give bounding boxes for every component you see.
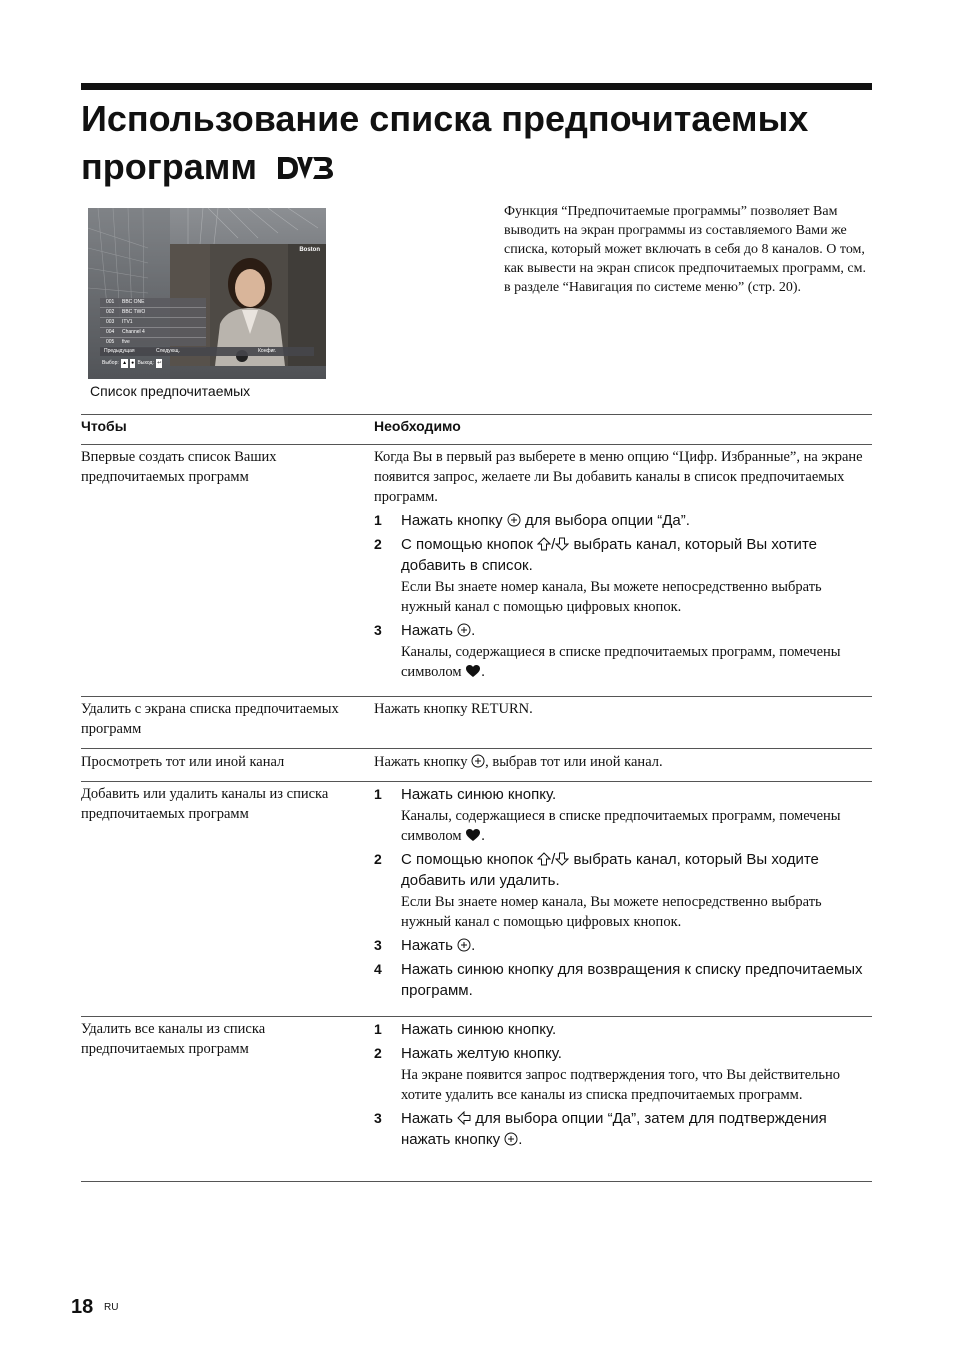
row-5-task: Удалить все каналы из списка предпочитаемых программ <box>81 1021 266 1057</box>
list-item[interactable]: 001 BBC ONE <box>100 298 206 308</box>
step-note: Если Вы знаете номер канала, Вы можете непосредственно выбрать нужный канал с помощью цифровых кнопок. <box>401 894 822 930</box>
left-arrow-icon <box>457 1111 471 1125</box>
row-rule <box>81 781 872 782</box>
prev-key-label: Предыдущая <box>104 348 135 354</box>
row-3-task: Просмотреть тот или иной канал <box>81 754 285 770</box>
return-key-icon: ↩ <box>157 360 162 366</box>
up-arrow-icon <box>537 852 551 866</box>
row-1-intro: Когда Вы в первый раз выберете в меню опцию “Цифр. Избранные”, на экране появится запрос, желаете ли Вы добавить каналы в список предпочитаемых программ. <box>374 449 863 505</box>
heart-icon <box>465 828 481 842</box>
updown-key-icon: ▲ <box>122 360 128 366</box>
table-bottom-rule <box>81 1181 872 1182</box>
title-line-2: программ <box>81 146 257 187</box>
favourites-list <box>100 298 206 346</box>
header-rule <box>81 444 872 445</box>
column-header-task: Чтобы <box>81 418 127 434</box>
screen-illustration <box>88 208 326 379</box>
step: 3 Нажать . <box>374 937 476 954</box>
down-arrow-icon <box>555 537 569 551</box>
dvb-logo-icon <box>275 153 335 183</box>
row-2-task: Удалить с экрана списка предпочитаемых программ <box>81 701 339 737</box>
step: 1 Нажать синюю кнопку. <box>374 1021 557 1038</box>
row-1-action <box>374 447 872 685</box>
step: 2 С помощью кнопок / выбрать канал, который Вы ходите добавить или удалить. <box>374 851 819 889</box>
ok-key-icon: ● <box>131 360 135 366</box>
row-4-action <box>374 784 872 1001</box>
step: 3 Нажать для выбора опции “Да”, затем для подтверждения нажать кнопку . <box>374 1110 827 1148</box>
next-key-label: Следующ. <box>156 348 180 354</box>
page-language: RU <box>104 1302 119 1313</box>
row-rule <box>81 748 872 749</box>
step: 1 Нажать кнопку для выбора опции “Да”. <box>374 512 690 529</box>
ok-button-icon <box>507 513 521 527</box>
title-rule <box>81 83 872 90</box>
colour-key-bar <box>100 347 314 356</box>
row-4-task: Добавить или удалить каналы из списка предпочитаемых программ <box>81 786 329 822</box>
step-note: На экране появится запрос подтверждения того, что Вы действительно хотите удалить все каналы из списка предпочитаемых программ. <box>401 1067 841 1103</box>
step: 3 Нажать . <box>374 622 476 639</box>
intro-paragraph: Функция “Предпочитаемые программы” позволяет Вам выводить на экран программы из составляемого Вами же списка, который может включать в себя до 8 каналов. О том, как вывести на экран список предпочитаемых программ, см. в разделе “Навигация по системе меню” (стр. 20). <box>504 204 867 295</box>
nav-hint: Выбор: ▲ ● Выход: ↩ <box>102 360 162 366</box>
row-1-task: Впервые создать список Ваших предпочитаемых программ <box>81 449 277 485</box>
column-header-action: Необходимо <box>374 418 461 434</box>
step: 2 С помощью кнопок / выбрать канал, который Вы хотите добавить в список. <box>374 536 817 574</box>
location-label: Boston <box>299 247 320 253</box>
row-rule <box>81 696 872 697</box>
list-item[interactable]: 002 BBC TWO <box>100 308 206 318</box>
heart-icon <box>465 664 481 678</box>
row-2-action: Нажать кнопку RETURN. <box>374 701 533 717</box>
list-item[interactable]: 005 five <box>100 338 206 348</box>
title-line-1: Использование списка предпочитаемых <box>81 98 809 139</box>
ok-button-icon <box>471 754 485 768</box>
down-arrow-icon <box>555 852 569 866</box>
list-item[interactable]: 004 Channel 4 <box>100 328 206 338</box>
step: 2 Нажать желтую кнопку. <box>374 1045 562 1062</box>
figure-caption: Список предпочитаемых <box>90 383 251 399</box>
config-key-label: Конфиг. <box>258 348 276 354</box>
step-note: Каналы, содержащиеся в списке предпочитаемых программ, помечены символом . <box>401 644 841 680</box>
step-note: Если Вы знаете номер канала, Вы можете непосредственно выбрать нужный канал с помощью цифровых кнопок. <box>401 579 822 615</box>
ok-button-icon <box>457 623 471 637</box>
table-top-rule <box>81 414 872 415</box>
up-arrow-icon <box>537 537 551 551</box>
step-note: Каналы, содержащиеся в списке предпочитаемых программ, помечены символом . <box>401 808 841 844</box>
ok-button-icon <box>504 1132 518 1146</box>
page-title <box>81 95 881 191</box>
row-rule <box>81 1016 872 1017</box>
row-3-action: Нажать кнопку , выбрав тот или иной канал. <box>374 754 663 770</box>
step: 4 Нажать синюю кнопку для возвращения к списку предпочитаемых программ. <box>374 961 863 999</box>
ok-button-icon <box>457 938 471 952</box>
page-number: 18 <box>71 1296 94 1318</box>
list-item[interactable]: 003 ITV1 <box>100 318 206 328</box>
step: 1 Нажать синюю кнопку. <box>374 786 557 803</box>
row-5-action <box>374 1019 872 1150</box>
